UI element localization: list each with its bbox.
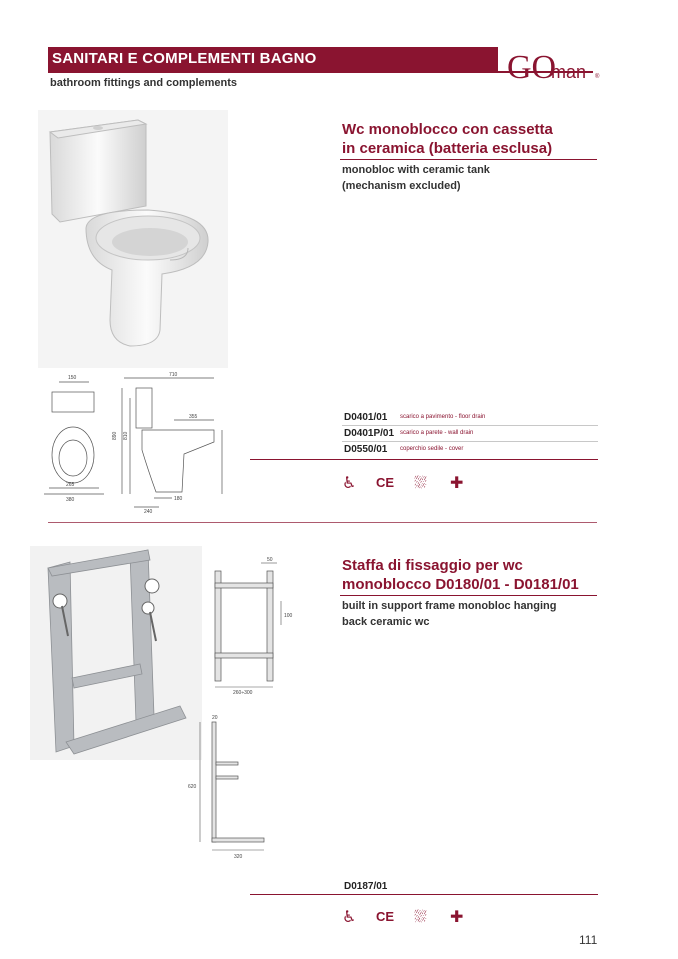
product2-title-line2: monoblocco D0180/01 - D0181/01 [342,576,579,593]
technical-drawing-frame-front [205,553,295,698]
dim-drain: 180 [174,496,183,502]
product2-codes-rule [250,894,598,895]
product1-title-line1: Wc monoblocco con cassetta [342,121,553,138]
code-row [342,426,598,442]
product-code: D0550/01 [344,444,388,455]
product2-title-line1: Staffa di fissaggio per wc [342,557,523,574]
product1-certification-icons [342,472,482,496]
shower-icon: ⛆ [414,473,427,492]
code-row [342,410,598,426]
dim-base-2: 380 [66,497,75,503]
product-code-desc: scarico a pavimento - floor drain [400,414,486,420]
dim-base: 320 [234,854,243,860]
product-photo-toilet [38,110,228,368]
product1-subtitle-line1: monobloc with ceramic tank [342,164,490,176]
dim-height-1: 890 [112,431,118,440]
product-code-desc: coperchio sedile - cover [400,446,464,452]
product-code-desc: scarico a parete - wall drain [400,430,474,436]
product1-title-rule [340,159,597,160]
product2-code-list [342,879,598,895]
page-number: 111 [579,933,598,947]
product-code: D0401/01 [344,412,388,423]
technical-drawing-toilet [44,370,254,515]
logo-registered-mark: ® [595,74,600,80]
logo-man-text: man [551,62,587,82]
product2-subtitle-line2: back ceramic wc [342,616,430,628]
dim-side: 100 [284,613,293,619]
goman-logo [505,42,605,88]
dim-foot: 240 [144,509,153,515]
page-title: SANITARI E COMPLEMENTI BAGNO [52,50,317,67]
dim-height-2: 810 [123,431,129,440]
shower-icon: ⛆ [414,907,427,926]
dim-top-2: 20 [212,715,218,721]
dim-top-width: 150 [68,375,77,381]
technical-drawing-frame-side [186,712,272,862]
dim-bowl: 355 [189,414,198,420]
wheelchair-icon: ♿ [342,907,357,926]
medical-bed-icon: ✚ [450,473,464,492]
page-subtitle: bathroom fittings and complements [50,77,238,89]
code-row [342,879,598,895]
product-photo-frame [30,546,202,760]
product2-subtitle-line1: built in support frame monobloc hanging [342,600,557,612]
ce-mark-icon: CE [376,909,395,924]
logo-go-text: GO [507,49,557,86]
code-row [342,442,598,458]
product-code: D0187/01 [344,881,388,892]
dim-depth: 710 [169,372,178,378]
wheelchair-icon: ♿ [342,473,357,492]
product1-subtitle-line2: (mechanism excluded) [342,180,461,192]
dim-width: 260÷300 [233,690,253,696]
dim-base-1: 265 [66,482,75,488]
product-code: D0401P/01 [344,428,395,439]
medical-bed-icon: ✚ [450,907,464,926]
product1-title-line2: in ceramica (batteria esclusa) [342,140,553,157]
ce-mark-icon: CE [376,475,395,490]
section-divider [48,522,597,523]
dim-top: 50 [267,557,273,563]
product1-codes-rule [250,459,598,460]
product2-title-rule [340,595,597,596]
dim-height: 620 [188,784,197,790]
product2-certification-icons [342,906,482,930]
product1-code-list [342,410,598,458]
